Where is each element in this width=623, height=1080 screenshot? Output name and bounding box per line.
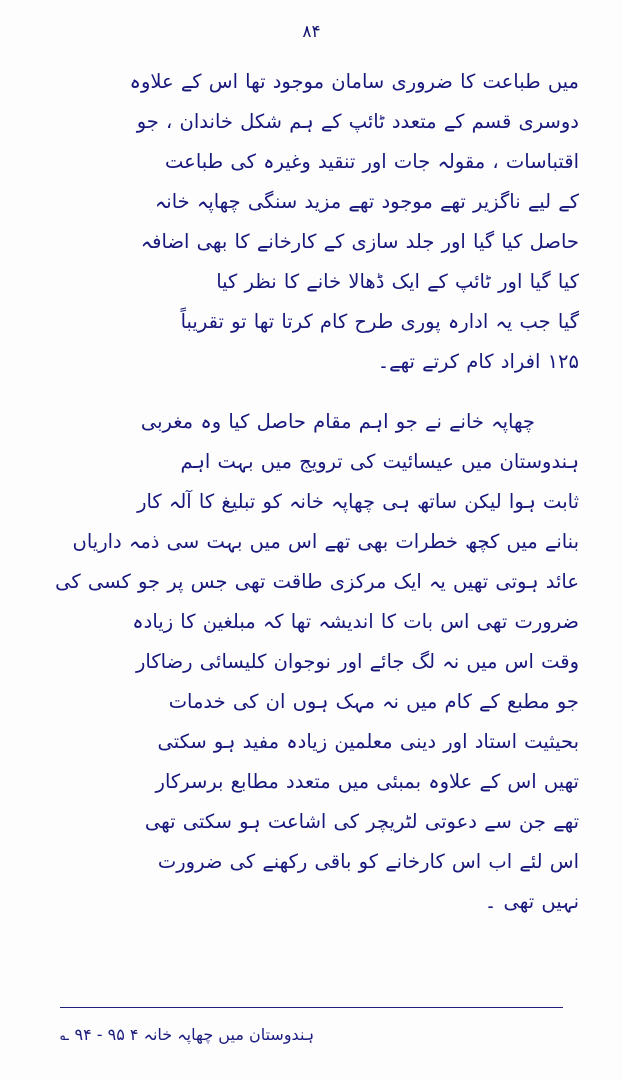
footnote-text: ہندوستان میں چھاپہ خانہ ۴ ۹۵ - ۹۴ ؎: [60, 1025, 315, 1044]
text-line: جو مطبع کے کام میں نہ مہک ہوں ان کی خدمات: [168, 690, 579, 713]
text-line: کیا گیا اور ٹائپ کے ایک ڈھالا خانے کا نظر کیا: [216, 270, 579, 293]
paragraph-2: [44, 402, 579, 922]
text-line: نہیں تھی ۔: [484, 890, 579, 913]
body-text: [44, 62, 579, 928]
text-line: حاصل کیا گیا اور جلد سازی کے کارخانے کا بھی اضافہ: [140, 230, 579, 253]
paragraph-1: [44, 62, 579, 382]
text-line: ضرورت تھی اس بات کا اندیشہ تھا کہ مبلغین کا زیادہ: [132, 610, 579, 633]
text-line: اقتباسات ، مقولہ جات اور تنقید وغیرہ کی طباعت: [165, 150, 579, 173]
text-line: تھیں اس کے علاوہ بمبئی میں متعدد مطابع برسرکار: [155, 770, 579, 793]
text-line: اس لئے اب اس کارخانے کو باقی رکھنے کی ضرورت: [157, 850, 579, 873]
text-line: بحیثیت استاد اور دینی معلمین زیادہ مفید ہو سکتی: [157, 730, 579, 753]
footnote-divider: [60, 1007, 563, 1008]
text-line: بنانے میں کچھ خطرات بھی تھے اس میں بہت سی ذمہ داریاں: [72, 530, 579, 553]
text-line: گیا جب یہ ادارہ پوری طرح کام کرتا تھا تو تقریباً: [180, 310, 579, 333]
text-line: دوسری قسم کے متعدد ٹائپ کے ہم شکل خاندان ، جو: [136, 110, 579, 133]
text-line: ۱۲۵ افراد کام کرتے تھے۔: [377, 350, 579, 373]
text-line: میں طباعت کا ضروری سامان موجود تھا اس کے علاوہ: [129, 70, 579, 93]
footnote: [60, 1024, 563, 1046]
text-line: ہندوستان میں عیسائیت کی ترویج میں بہت اہم: [180, 450, 579, 473]
text-line: تھے جن سے دعوتی لٹریچر کی اشاعت ہو سکتی تھی: [144, 810, 579, 833]
text-line: وقت اس میں نہ لگ جائے اور نوجوان کلیسائی رضاکار: [136, 650, 579, 673]
paragraph-spacer: [44, 388, 579, 402]
text-line: چھاپہ خانے نے جو اہم مقام حاصل کیا وہ مغربی: [140, 410, 535, 433]
text-line: کے لیے ناگزیر تھے موجود تھے مزید سنگی چھاپہ خانہ: [154, 190, 579, 213]
text-line: عائد ہوتی تھیں یہ ایک مرکزی طاقت تھی جس پر جو کسی کی: [55, 570, 579, 593]
page-number: ۸۴: [302, 22, 321, 42]
text-line: ثابت ہوا لیکن ساتھ ہی چھاپہ خانہ کو تبلیغ کا آلہ کار: [137, 490, 579, 513]
